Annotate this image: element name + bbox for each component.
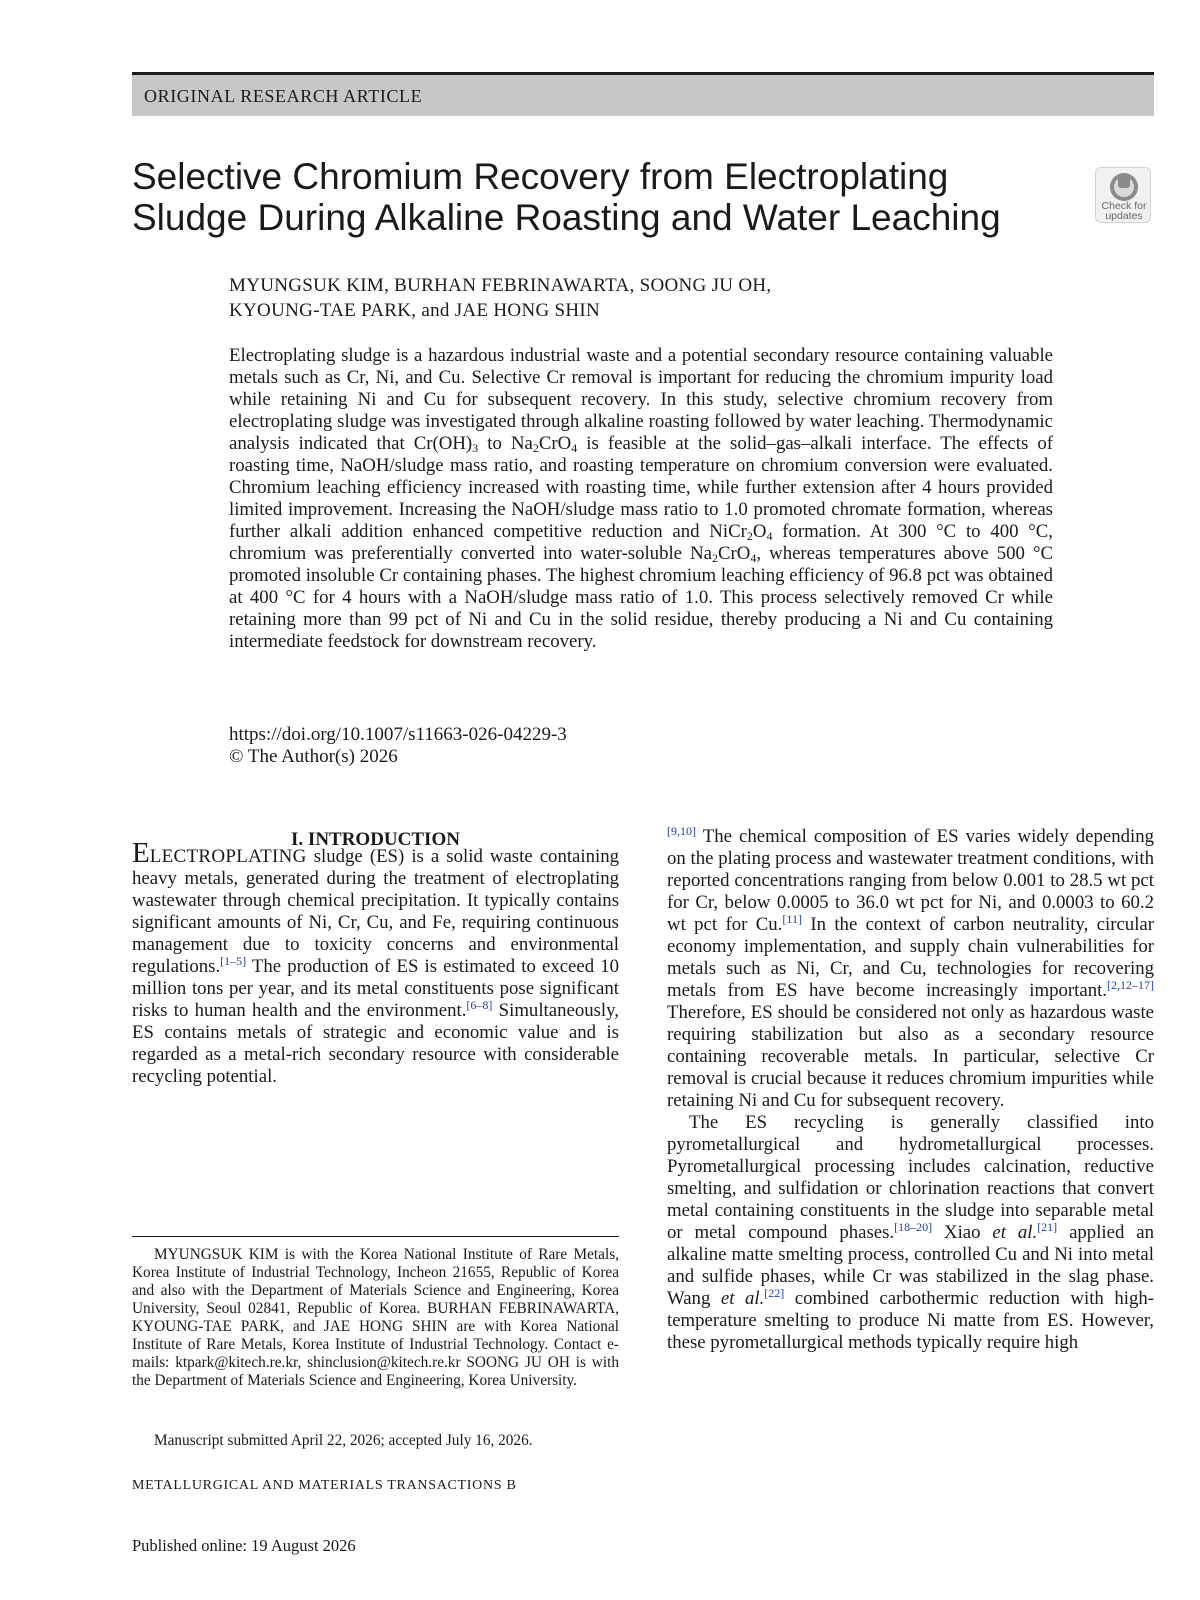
drop-cap: E	[132, 837, 150, 869]
body-column-right	[667, 826, 1154, 1354]
article-title: Selective Chromium Recovery from Electroplating Sludge During Alkaline Roasting and Water Leaching	[132, 156, 1001, 238]
copyright-notice: © The Author(s) 2026	[229, 746, 398, 767]
citation-link[interactable]: [18–20]	[894, 1220, 933, 1234]
abstract: Electroplating sludge is a hazardous industrial waste and a potential secondary resource containing valuable metals such as Cr, Ni, and Cu. Selective Cr removal is important for reducing the chromium impurity load while retaining Ni and Cu for subsequent recovery. In this study, selective chromium recovery from electroplating sludge was investigated through alkaline roasting followed by water leaching. Thermodynamic analysis indicated that $Cr(OH)_3$ to $Na_2CrO_4$ is feasible at the solid–gas–alkali interface. The effects of roasting time, NaOH/sludge mass ratio, and roasting temperature on chromium conversion were evaluated. Chromium leaching efficiency increased with roasting time, while further extension after 4 hours provided limited improvement. Increasing the NaOH/sludge mass ratio to 1.0 promoted chromate formation, whereas further alkali addition enhanced competitive reduction and $NiCr_2O_4$ formation. At 300 °C to 400 °C, chromium was preferentially converted into water-soluble $Na_2CrO_4$, whereas temperatures above 500 °C promoted insoluble Cr containing phases. The highest chromium leaching efficiency of 96.8 pct was obtained at 400 °C for 4 hours with a NaOH/sludge mass ratio of 1.0. This process selectively removed Cr while retaining more than 99 pct of Ni and Cu in the solid residue, thereby producing a Ni and Cu containing intermediate feedstock for downstream recovery.	[229, 345, 1053, 652]
lead-word: LECTROPLATING	[149, 846, 307, 867]
author-line: MYUNGSUK KIM, BURHAN FEBRINAWARTA, SOONG JU OH,	[229, 275, 772, 296]
citation-link[interactable]: [9,10]	[667, 824, 696, 838]
citation-link[interactable]: [21]	[1037, 1220, 1058, 1234]
submission-dates: Manuscript submitted April 22, 2026; accepted July 16, 2026.	[154, 1432, 533, 1449]
intro-paragraph-1: ELECTROPLATING sludge (ES) is a solid waste containing heavy metals, generated during the treatment of electroplating wastewater through chemical precipitation. It typically contains significant amounts of Ni, Cr, Cu, and Fe, requiring continuous management due to toxicity concerns and environmental regulations.[1–5] The production of ES is estimated to exceed 10 million tons per year, and its metal constituents pose significant risks to human health and the environment.[6–8] Simultaneously, ES contains metals of strategic and economic value and is regarded as a metal-rich secondary resource with considerable recycling potential.	[132, 837, 619, 1087]
check-for-updates-icon	[1108, 171, 1140, 203]
intro-paragraph-2: The ES recycling is generally classified into pyrometallurgical and hydrometallurgical processes. Pyrometallurgical processing includes calcination, reductive smelting, and sulfidation or chlorination reactions that convert metal containing constituents in the sludge into separable metal or metal compound phases.[18–20] Xiao et al.[21] applied an alkaline matte smelting process, controlled Cu and Ni into metal and sulfide phases, while Cr was stabilized in the slag phase. Wang et al.[22] combined carbothermic reduction with high-temperature smelting to produce Ni matte from ES. However, these pyrometallurgical methods typically require high	[667, 1112, 1154, 1353]
check-for-updates-badge[interactable]	[1095, 167, 1151, 223]
author-affiliations-footnote: MYUNGSUK KIM is with the Korea National Institute of Rare Metals, Korea Institute of Industrial Technology, Incheon 21655, Republic of Korea and also with the Department of Materials Science and Engineering, Korea University, Seoul 02841, Republic of Korea. BURHAN FEBRINAWARTA, KYOUNG-TAE PARK, and JAE HONG SHIN are with Korea National Institute of Rare Metals, Korea Institute of Industrial Technology. Contact e-mails: ktpark@kitech.re.kr, shinclusion@kitech.re.kr SOONG JU OH is with the Department of Materials Science and Engineering, Korea University.	[132, 1246, 619, 1389]
article-type-label: ORIGINAL RESEARCH ARTICLE	[144, 86, 423, 106]
check-for-updates-label: Check for updates	[1101, 200, 1147, 222]
author-list	[229, 273, 949, 323]
journal-name: METALLURGICAL AND MATERIALS TRANSACTIONS B	[132, 1478, 517, 1493]
footnote-divider	[132, 1236, 619, 1237]
doi-link[interactable]: https://doi.org/10.1007/s11663-026-04229-3	[229, 724, 567, 745]
citation-link[interactable]: [22]	[764, 1286, 785, 1300]
intro-paragraph-1-continued: [9,10] The chemical composition of ES varies widely depending on the plating process and wastewater treatment conditions, with reported concentrations ranging from below 0.001 to 28.5 wt pct for Cr, below 0.0005 to 36.0 wt pct for Ni, and 0.0003 to 60.2 wt pct for Cu.[11] In the context of carbon neutrality, circular economy implementation, and supply chain vulnerabilities for metals such as Ni, Cr, and Cu, technologies for recovering metals from ES have become increasingly important.[2,12–17] Therefore, ES should be considered not only as hazardous waste requiring stabilization but also as a secondary resource containing recoverable metals. In particular, selective Cr removal is crucial because it reduces chromium impurities while retaining Ni and Cu for subsequent recovery.	[667, 824, 1154, 1111]
citation-link[interactable]: [2,12–17]	[1107, 978, 1154, 992]
citation-link[interactable]: [1–5]	[220, 954, 247, 968]
citation-link[interactable]: [11]	[782, 912, 802, 926]
article-type-banner	[132, 72, 1154, 116]
author-line: KYOUNG-TAE PARK, and JAE HONG SHIN	[229, 300, 601, 321]
citation-link[interactable]: [6–8]	[466, 998, 493, 1012]
published-online-date: Published online: 19 August 2026	[132, 1536, 356, 1555]
section-heading-introduction: I. INTRODUCTION	[291, 829, 460, 850]
